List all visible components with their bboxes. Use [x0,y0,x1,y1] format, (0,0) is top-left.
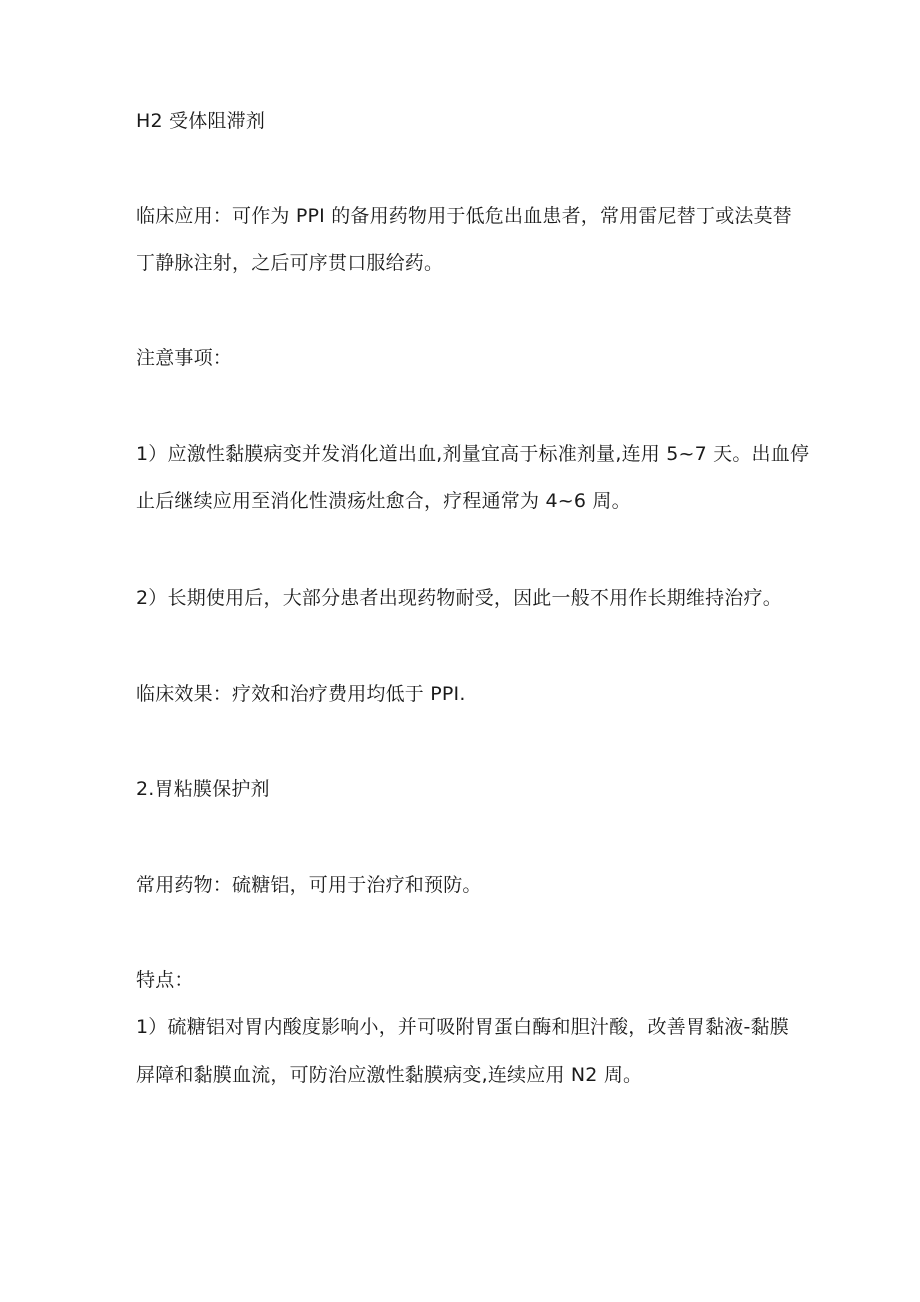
paragraph-common-drugs: 常用药物：硫糖铝，可用于治疗和预防。 [136,874,482,896]
subheading-features: 特点： [136,969,194,991]
paragraph-clinical-effect: 临床效果：疗效和治疗费用均低于 PPI. [136,683,466,705]
precaution-item-2: 2）长期使用后，大部分患者出现药物耐受，因此一般不用作长期维持治疗。 [136,587,782,609]
section-heading-mucosal-protectants: 2.胃粘膜保护剂 [136,778,270,800]
feature-item-1-cont: 屏障和黏膜血流，可防治应激性黏膜病变,连续应用 N2 周。 [136,1064,643,1086]
paragraph-clinical-application: 临床应用：可作为 PPI 的备用药物用于低危出血患者，常用雷尼替丁或法莫替 [136,205,792,227]
precaution-item-1: 1）应激性黏膜病变并发消化道出血,剂量宜高于标准剂量,连用 5~7 天。出血停 [136,443,810,465]
precaution-item-1-cont: 止后继续应用至消化性溃疡灶愈合，疗程通常为 4~6 周。 [136,490,631,512]
paragraph-clinical-application-cont: 丁静脉注射，之后可序贯口服给药。 [136,252,444,274]
subheading-precautions: 注意事项： [136,347,233,369]
section-heading-h2-blockers: H2 受体阻滞剂 [136,110,266,132]
feature-item-1: 1）硫糖铝对胃内酸度影响小，并可吸附胃蛋白酶和胆汁酸，改善胃黏液-黏膜 [136,1016,789,1038]
